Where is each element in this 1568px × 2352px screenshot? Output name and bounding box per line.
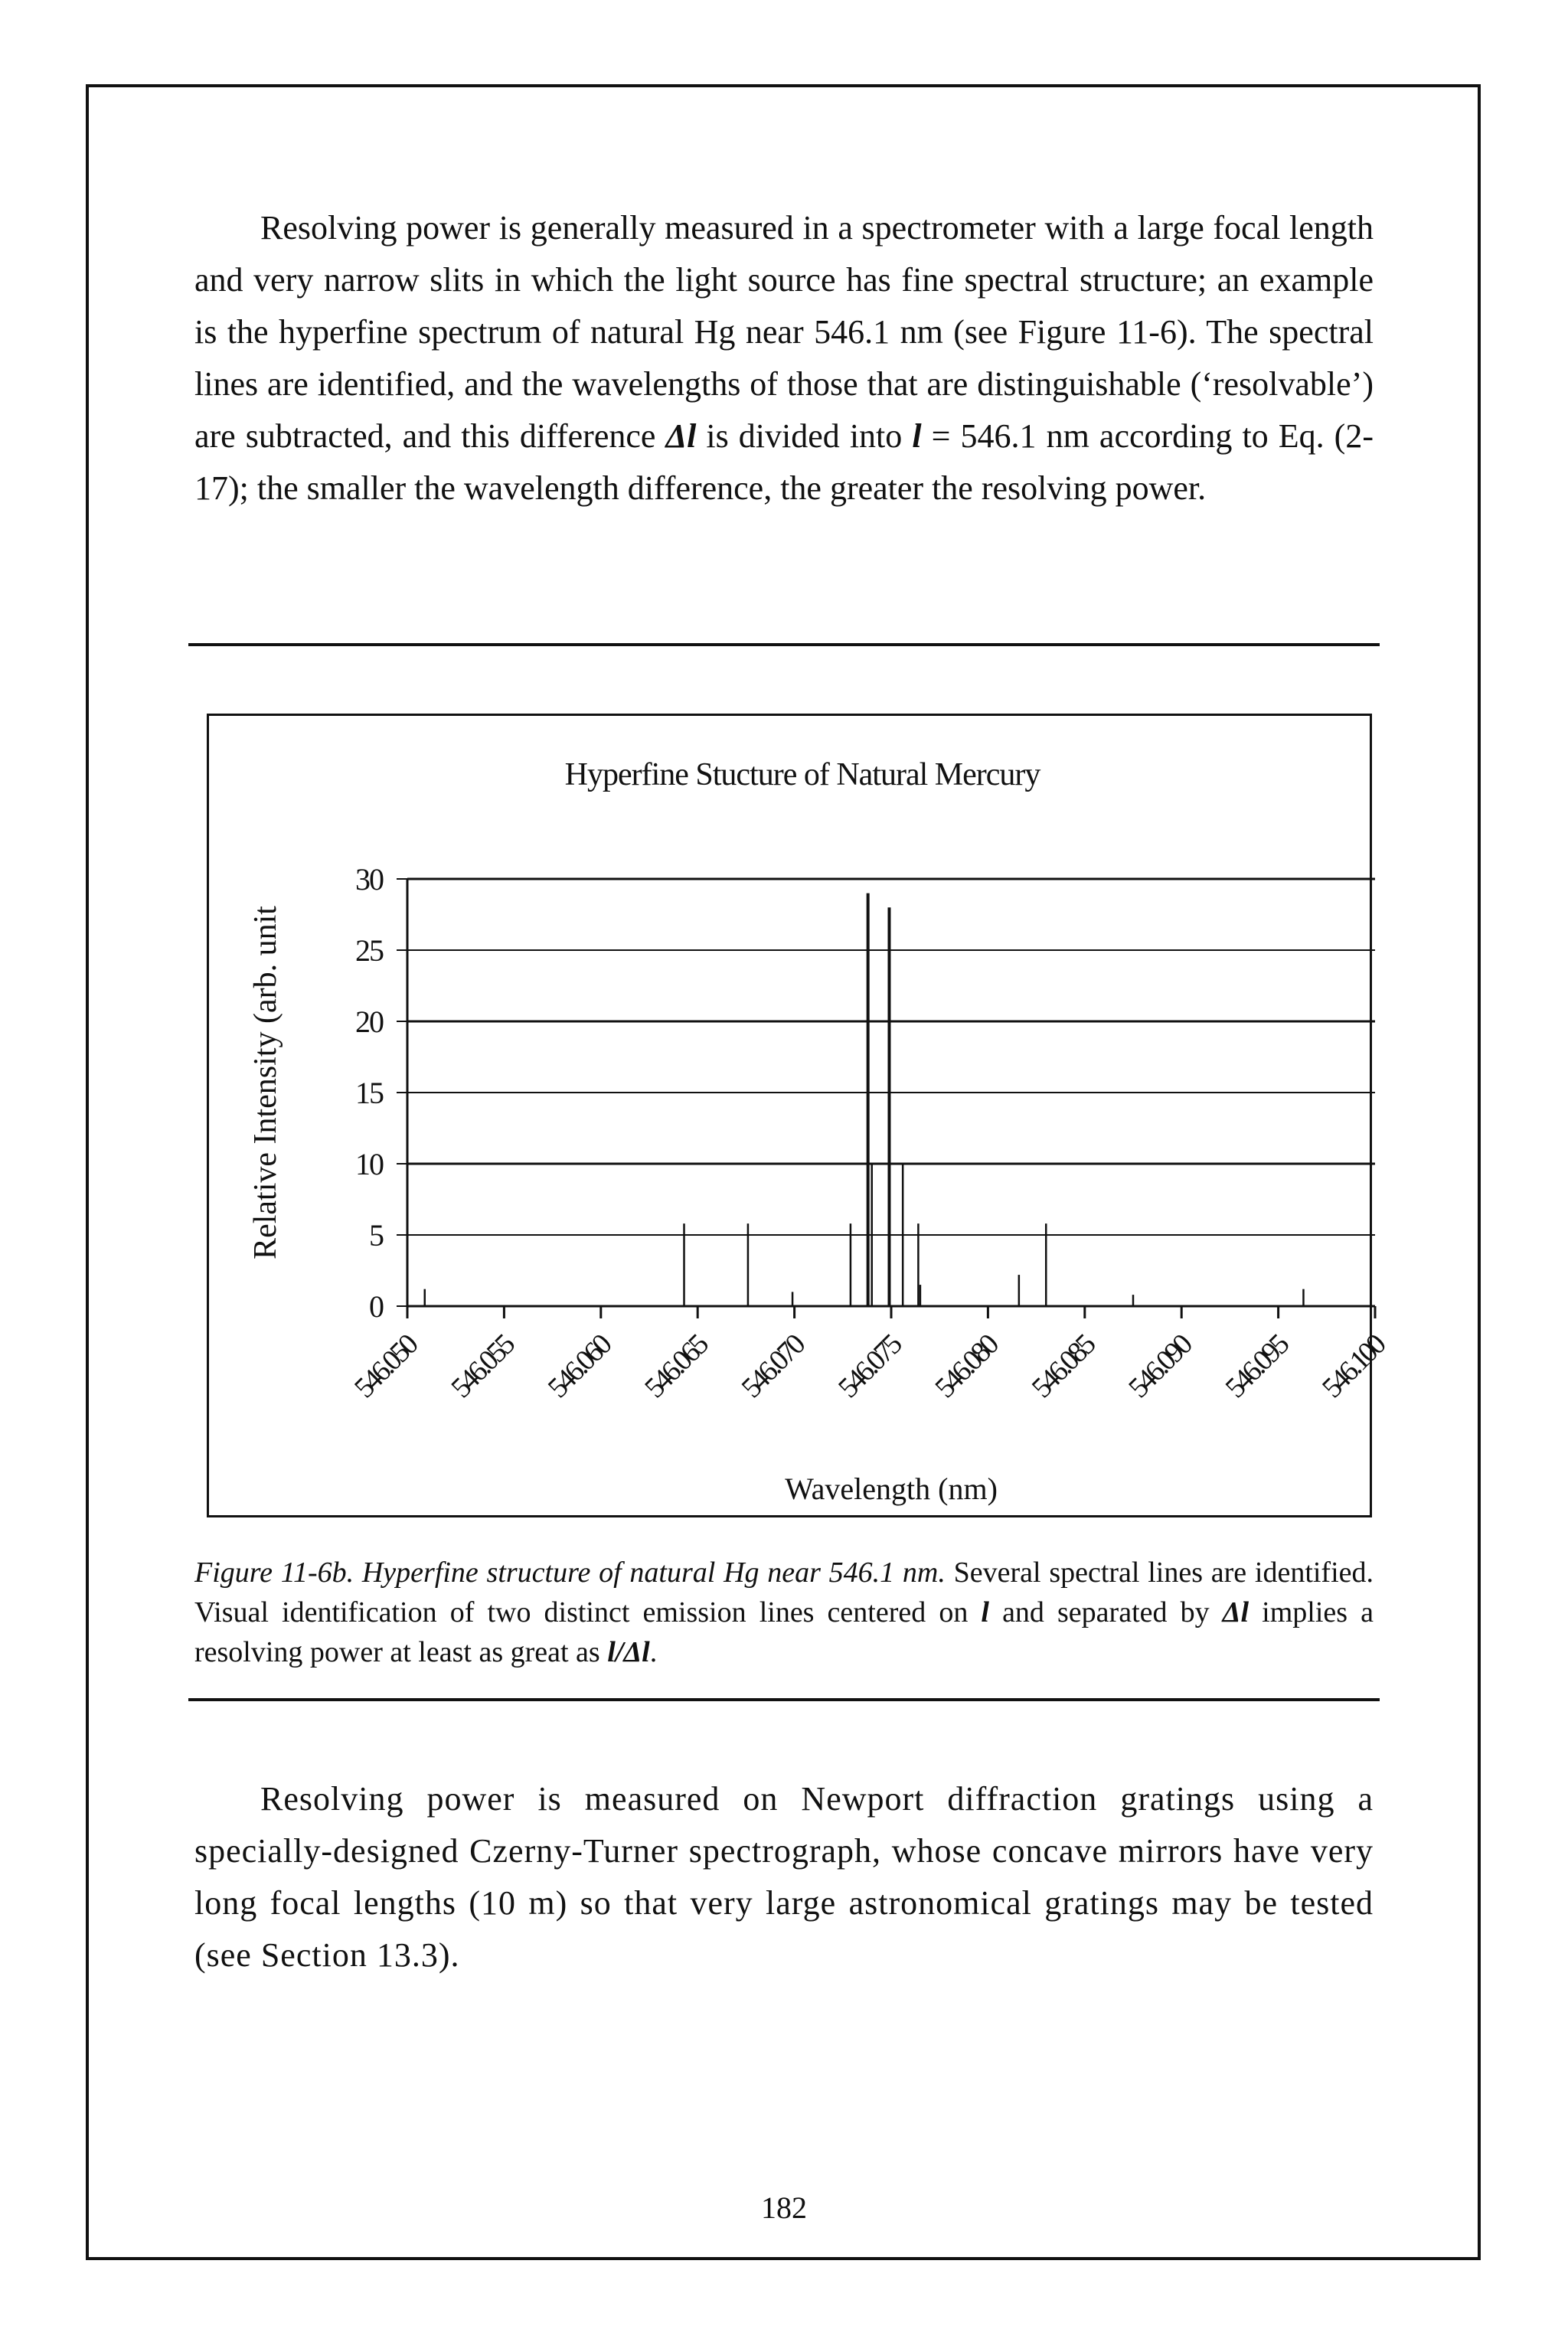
page-number: 182 [761,2190,807,2225]
chart-title: Hyperfine Stucture of Natural Mercury [564,757,1040,792]
y-tick-labels [355,862,384,1324]
x-tick-label: 546.065 [639,1329,714,1405]
x-tick-label: 546.085 [1025,1329,1100,1405]
x-tick-label: 546.060 [541,1329,616,1405]
lambda-symbol: l [912,417,922,455]
x-axis-label: Wavelength (nm) [785,1472,998,1506]
y-tick-label: 10 [355,1147,383,1181]
y-tick-label: 20 [355,1004,383,1039]
figure-bottom-rule [188,1698,1380,1701]
x-tick-label: 546.095 [1219,1329,1294,1405]
paragraph-1-text-b: is divided into [696,417,913,455]
paragraph-1-text-a: Resolving power is generally measured in a spectrometer with a large focal length and very narrow slits in which the light source has fine spectral structure; an example is the hyperfine spectrum of natural Hg near 546.1 nm (see Figure 11-6). The spectral lines are identified, and the wavelengths of those that are distinguishable (‘resolvable’) are subtracted, and this difference [194,209,1374,455]
caption-text-b: and separated by [988,1596,1223,1628]
caption-text-end: . [649,1636,658,1668]
caption-ratio-symbol: l/Δl [607,1636,650,1668]
x-tick-label: 546.050 [348,1329,423,1405]
caption-label: Figure 11-6b. Hyperfine structure of natural Hg near 546.1 nm. [194,1557,946,1589]
caption-text-a: Several spectral lines are identified. Visual identification of two distinct emission lines centered on [194,1557,1374,1628]
caption-lambda-symbol: l [981,1596,989,1628]
y-tick-label: 5 [369,1218,383,1253]
x-tick-label: 546.070 [735,1329,810,1405]
caption-delta-lambda-symbol: Δl [1222,1596,1250,1628]
paragraph-1-text-c: = 546.1 nm according to Eq. (2-17); the smaller the wavelength difference, the greater the resolving power. [194,417,1374,507]
figure-caption [194,1553,1374,1672]
paragraph-2: Resolving power is measured on Newport diffraction gratings using a specially-designed Czerny-Turner spectrograph, whose concave mirrors have very long focal lengths (10 m) so that very large astronomical gratings may be tested (see Section 13.3). [194,1780,1374,1974]
x-tick-label: 546.090 [1122,1329,1197,1405]
caption-text-c: implies a resolving power at least as great as [194,1596,1374,1668]
x-tick-label: 546.080 [929,1329,1004,1405]
y-tick-label: 0 [369,1289,383,1324]
y-tick-label: 30 [355,862,383,897]
y-axis-label: Relative Intensity (arb. unit [248,906,283,1259]
delta-lambda-symbol: Δl [665,417,697,455]
x-tick-labels [348,1328,1392,1404]
x-ticks [407,1306,1375,1318]
y-tick-label: 15 [355,1076,383,1110]
x-tick-label: 546.075 [831,1329,907,1405]
spectral-lines [425,893,1304,1306]
y-tick-label: 25 [355,933,383,968]
gridlines [397,879,1375,1306]
x-tick-label: 546.100 [1315,1329,1391,1405]
x-tick-label: 546.055 [445,1329,520,1405]
